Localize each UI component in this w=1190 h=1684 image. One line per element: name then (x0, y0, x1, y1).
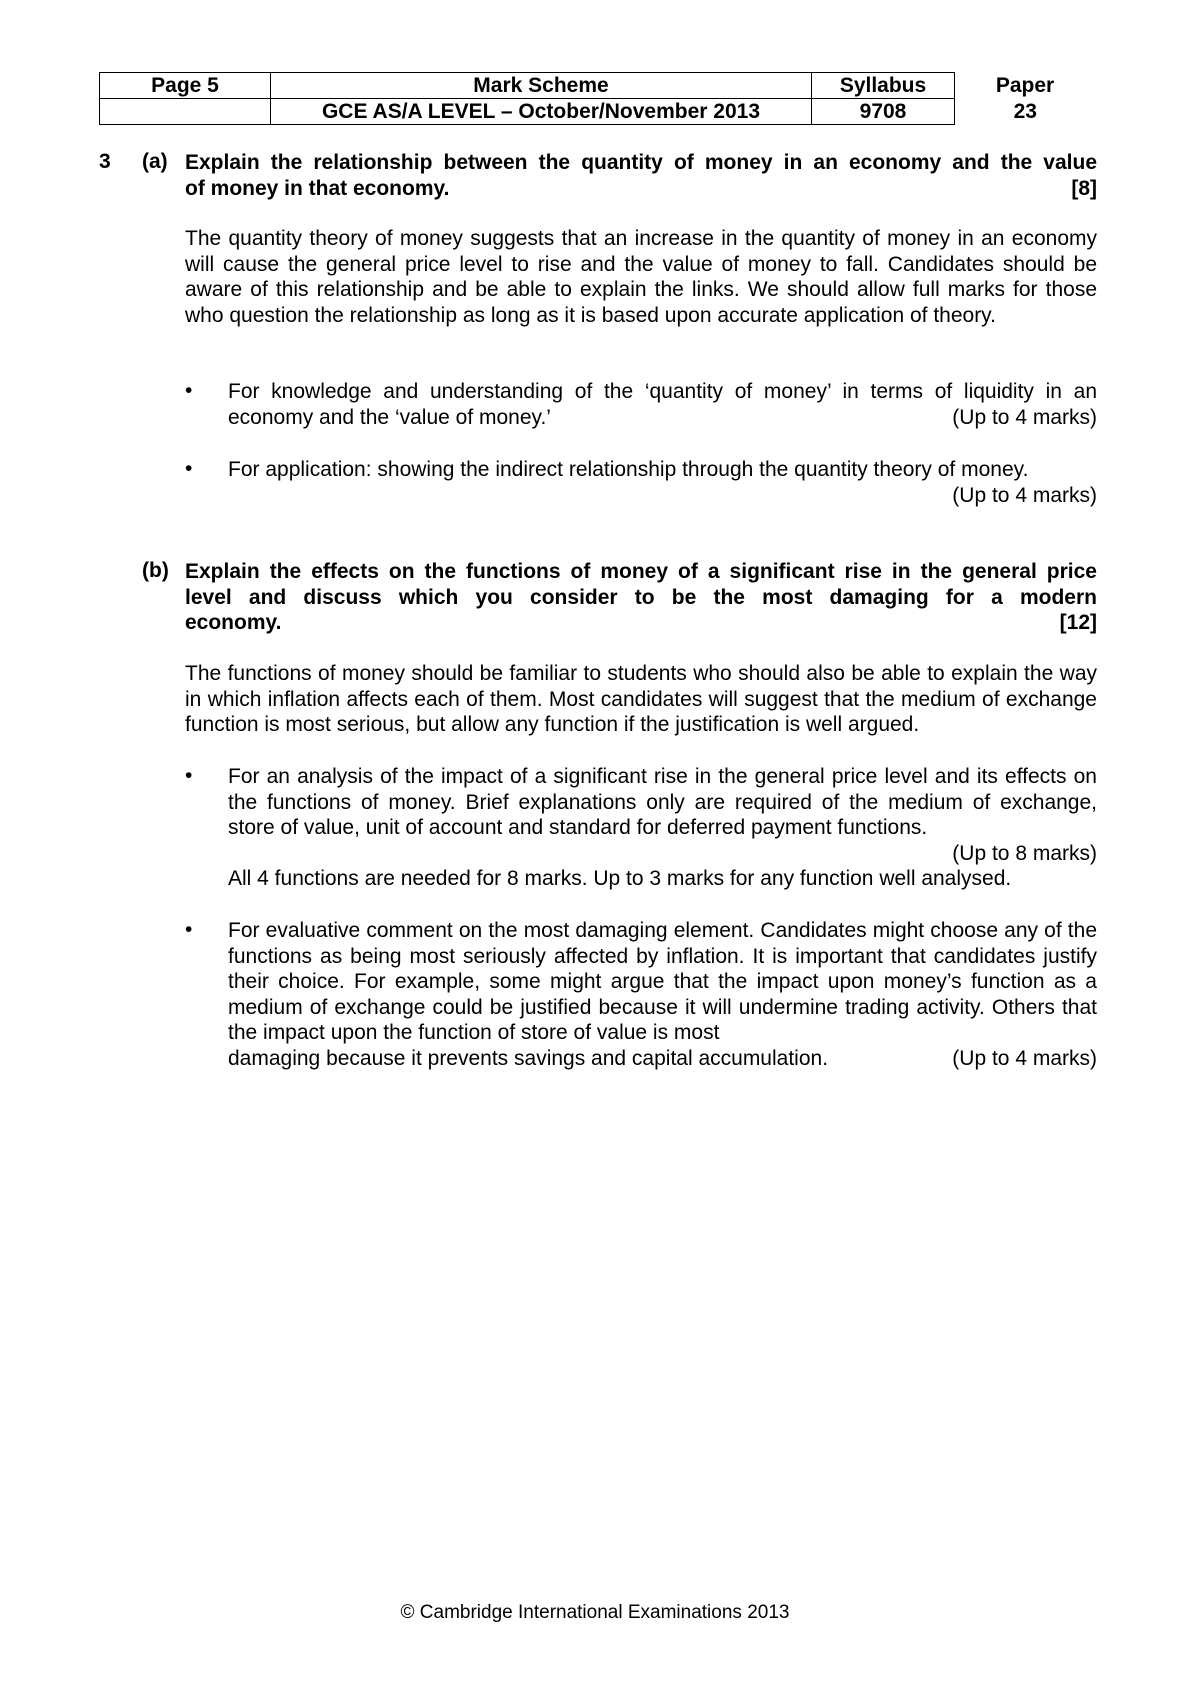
header-table (99, 72, 1096, 125)
part-b-question-line2: level and discuss which you consider to be the most damaging for a modern (185, 585, 1097, 609)
part-b-bullet1-marks: (Up to 8 marks) (952, 841, 1097, 865)
part-a-bullet1-marks: (Up to 4 marks) (952, 405, 1097, 429)
header-paper-label: Paper (995, 74, 1055, 97)
header-page: Page 5 (100, 73, 271, 99)
part-b-bullet1 (228, 764, 1097, 892)
part-a-intro: The quantity theory of money suggests that an increase in the quantity of money in an economy will cause the general price level to rise and the value of money to fall. Candidates should be aware of this relationship and be able to explain the links. We should allow full marks for those who question the relationship as long as it is based upon accurate application of theory. (185, 227, 1097, 327)
part-b-bullet2-symbol: • (185, 918, 193, 941)
part-b-label: (b) (142, 559, 169, 582)
part-b-bullet2-last: damaging because it prevents savings and capital accumulation. (228, 1046, 829, 1070)
part-a-marks: [8] (1071, 176, 1097, 200)
part-a-bullet1-line1: For knowledge and understanding of the ‘quantity of money’ in terms of liquidity in an (228, 380, 1097, 403)
part-a-bullet1-line2: economy and the ‘value of money.’ (228, 405, 551, 429)
header-syllabus-value: 9708 (812, 99, 955, 125)
part-b-question-line1: Explain the effects on the functions of money of a significant rise in the general price (185, 560, 1097, 583)
part-a-bullet2-marks: (Up to 4 marks) (952, 483, 1097, 507)
part-b-bullet1-note: All 4 functions are needed for 8 marks. Up to 3 marks for any function well analysed. (228, 867, 1012, 890)
part-b-bullet1-text: For an analysis of the impact of a significant rise in the general price level and its effects on the functions of money. Brief explanations only are required of the medium of exchange, store of value, unit of account and standard for deferred payment functions. (228, 765, 1097, 839)
part-a-bullet1-line2-row (228, 405, 1097, 431)
header-title: Mark Scheme (271, 73, 812, 99)
part-a-bullet2-symbol: • (185, 457, 193, 480)
part-a-question-line2 (185, 176, 1097, 202)
header-empty-cell (100, 99, 271, 125)
part-b-bullet2 (228, 918, 1097, 1071)
header-subtitle: GCE AS/A LEVEL – October/November 2013 (271, 99, 812, 125)
part-a-bullet1 (228, 379, 1097, 430)
header-syllabus-label: Syllabus (812, 73, 955, 99)
part-a-question-line1: Explain the relationship between the quantity of money in an economy and the value (185, 151, 1097, 174)
part-b-bullet2-last-row (228, 1046, 1097, 1072)
part-b-question-line3-row (185, 610, 1097, 636)
part-b-bullet1-symbol: • (185, 764, 193, 787)
part-a-bullet2-text: For application: showing the indirect relationship through the quantity theory of money. (228, 458, 1029, 481)
footer-copyright: © Cambridge International Examinations 2013 (400, 1602, 790, 1623)
part-a-bullet1-symbol: • (185, 379, 193, 402)
part-b-question (185, 559, 1097, 636)
header-paper-value: 23 (1013, 100, 1037, 123)
question-number: 3 (99, 150, 111, 173)
part-b-question-line3: economy. (185, 611, 282, 634)
part-a-label: (a) (142, 150, 168, 173)
part-a-question (185, 150, 1097, 201)
part-b-bullet2-marks: (Up to 4 marks) (952, 1046, 1097, 1070)
part-a-question-line2-text: of money in that economy. (185, 176, 450, 200)
part-a-bullet2 (228, 457, 1097, 508)
part-b-marks: [12] (1059, 611, 1097, 634)
part-b-bullet2-text: For evaluative comment on the most damaging element. Candidates might choose any of the functions as being most seriously affected by inflation. It is important that candidates justify their choice. For example, some might argue that the impact upon money’s function as a medium of exchange could be justified because it will undermine trading activity. Others that the impact upon the function of store of value is most (228, 919, 1097, 1044)
part-b-intro: The functions of money should be familiar to students who should also be able to explain the way in which inflation affects each of them. Most candidates will suggest that the medium of exchange function is most serious, but allow any function if the justification is well argued. (185, 662, 1097, 736)
